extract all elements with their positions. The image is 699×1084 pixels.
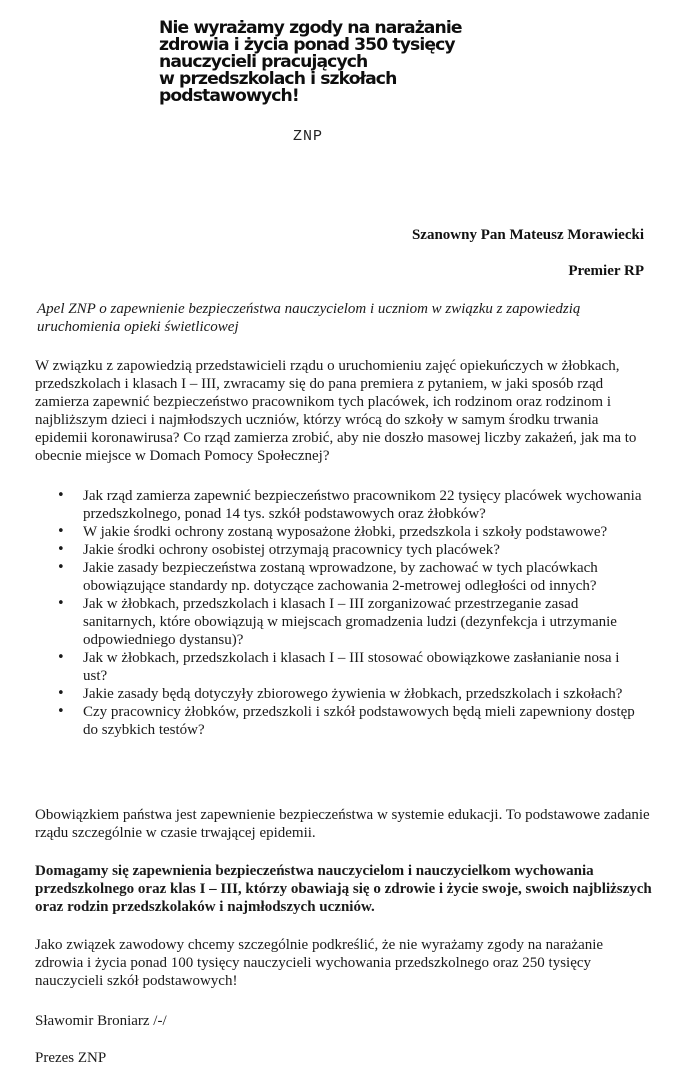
addressee-name: Szanowny Pan Mateusz Morawiecki (411, 227, 644, 243)
question-text: Jak w żłobkach, przedszkolach i klasach I – III stosować obowiązkowe zasłanianie nosa i ust? (83, 650, 620, 684)
bullet-icon: • (57, 560, 65, 575)
addressee-title: Premier RP (568, 263, 644, 279)
closing-paragraph: Jako związek zawodowy chcemy szczególnie podkreślić, że nie wyrażamy zgody na narażanie zdrowia i życia ponad 100 tysięcy nauczycieli wychowania przedszkolnego oraz 250 tysięcy nauczycieli szkół podstawowych! (35, 937, 604, 989)
questions-list (35, 487, 665, 739)
appeal-subject: Apel ZNP o zapewnienie bezpieczeństwa nauczycielom i uczniom w związku z zapowiedzią uruchomienia opieki świetlicowej (37, 301, 581, 335)
question-text: W jakie środki ochrony zostaną wyposażone żłobki, przedszkola i szkoły podstawowe? (83, 524, 608, 540)
demand-paragraph: Domagamy się zapewnienia bezpieczeństwa nauczycielom i nauczycielkom wychowania przedszkolnego oraz klas I – III, którzy obawiają się o zdrowie i życie swoje, swoich najbliższych oraz rodzin przedszkolaków i najmłodszych uczniów. (35, 863, 652, 915)
bullet-icon: • (57, 542, 65, 557)
bullet-icon: • (57, 704, 65, 719)
list-item (35, 595, 643, 649)
list-item (35, 649, 643, 685)
duty-paragraph: Obowiązkiem państwa jest zapewnienie bezpieczeństwa w systemie edukacji. To podstawowe zadanie rządu szczególnie w czasie trwającej epidemii. (35, 807, 650, 841)
list-item (35, 559, 643, 595)
list-item (35, 523, 643, 541)
headline-line: nauczycieli pracujących (159, 52, 368, 72)
list-item (35, 487, 643, 523)
bullet-icon: • (57, 488, 65, 503)
headline-line: Nie wyrażamy zgody na narażanie (159, 18, 462, 38)
question-text: Jak w żłobkach, przedszkolach i klasach I – III zorganizować przestrzeganie zasad sanitarnych, które obowiązują w miejscach gromadzenia ludzi (dezynfekcja i utrzymanie odpowiedniego dystansu)? (83, 596, 617, 648)
organization-name: ZNP (293, 128, 324, 145)
list-item (35, 541, 643, 559)
intro-paragraph: W związku z zapowiedzią przedstawicieli rządu o uruchomieniu zajęć opiekuńczych w żłobkach, przedszkolach i klasach I – III, zwracamy się do pana premiera z pytaniem, w jaki sposób rząd zamierza zapewnić bezpieczeństwo pracownikom tych placówek, ich rodzinom oraz rodzinom i najbliższym dzieci i najmłodszych uczniów, którzy wrócą do szkoły w samym środku trwania epidemii koronawirusa? Co rząd zamierza zrobić, aby nie doszło masowej liczby zakażeń, jak ma to obecnie miejsce w Domach Pomocy Społecznej? (35, 358, 637, 464)
headline (159, 20, 499, 105)
question-text: Jakie zasady bezpieczeństwa zostaną wprowadzone, by zachować w tych placówkach obowiązujące standardy np. dotyczące zachowania 2-metrowej odległości od innych? (83, 560, 598, 594)
question-text: Jak rząd zamierza zapewnić bezpieczeństwo pracownikom 22 tysięcy placówek wychowania przedszkolnego, ponad 14 tys. szkół podstawowych oraz żłobków? (83, 488, 642, 522)
question-text: Jakie środki ochrony osobistej otrzymają pracownicy tych placówek? (83, 542, 500, 558)
list-item (35, 685, 643, 703)
list-item (35, 703, 643, 739)
bullet-icon: • (57, 524, 65, 539)
headline-line: w przedszkolach i szkołach (159, 69, 397, 89)
bullet-icon: • (57, 686, 65, 701)
bullet-icon: • (57, 596, 65, 611)
question-text: Jakie zasady będą dotyczyły zbiorowego żywienia w żłobkach, przedszkolach i szkołach? (83, 686, 623, 702)
signature-role: Prezes ZNP (35, 1050, 107, 1066)
question-text: Czy pracownicy żłobków, przedszkoli i szkół podstawowych będą mieli zapewniony dostęp do szybkich testów? (83, 704, 635, 738)
headline-line: zdrowia i życia ponad 350 tysięcy (159, 35, 455, 55)
bullet-icon: • (57, 650, 65, 665)
headline-line: podstawowych! (159, 86, 299, 106)
signature-name: Sławomir Broniarz /-/ (35, 1013, 167, 1029)
